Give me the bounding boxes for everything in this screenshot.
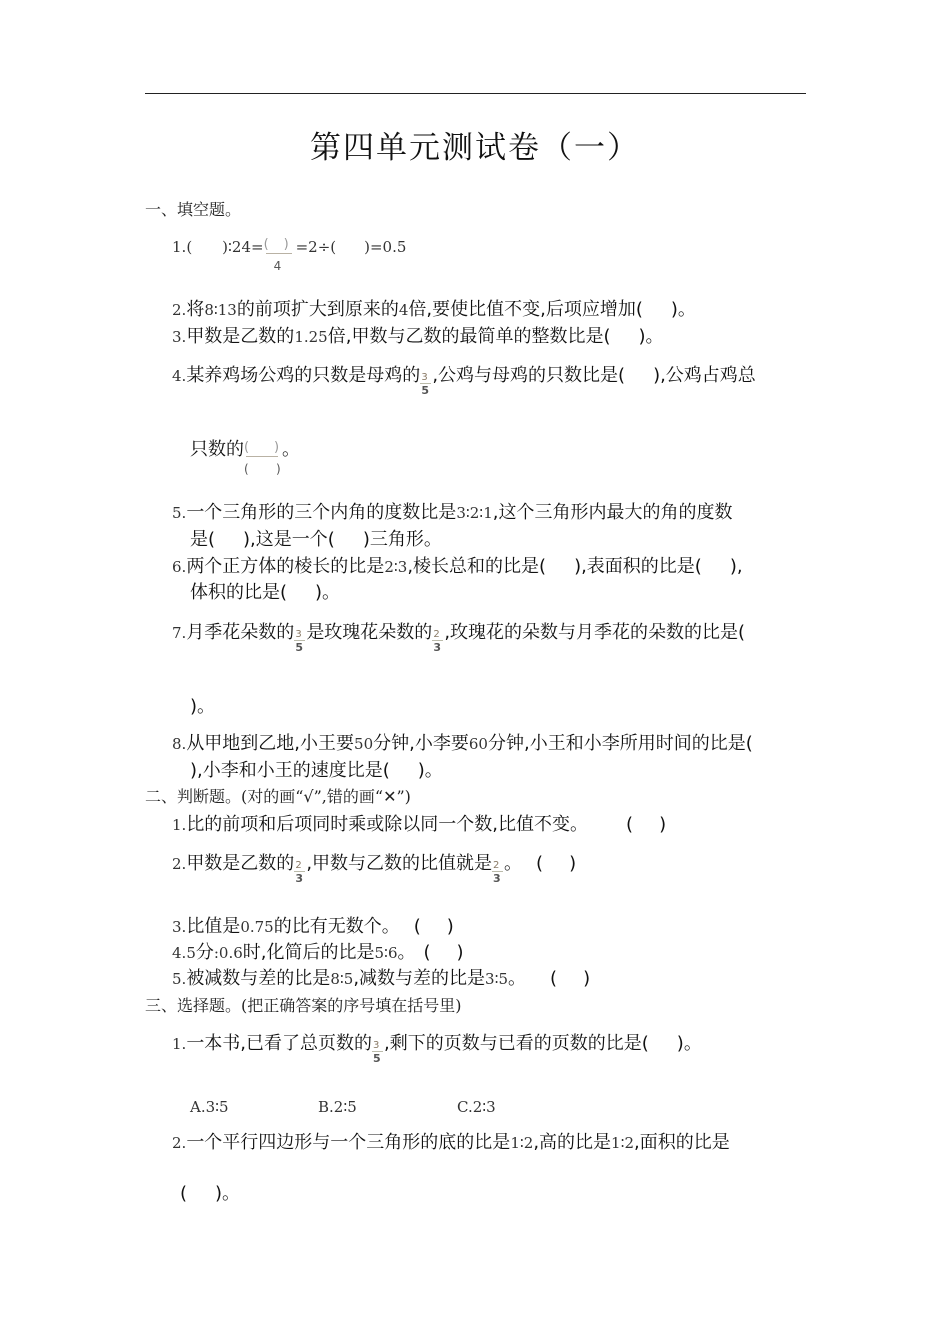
fraction-3-5: $\frac{3}{5}$ (294, 622, 306, 644)
fraction-2-3: $\frac{2}{3}$ (432, 622, 444, 644)
question-1-5-line2: 是( ),这是一个( )三角形。 (190, 529, 442, 550)
fraction-3-5: $\frac{3}{5}$ (372, 1033, 384, 1055)
fraction-3-5: $\frac{3}{5}$ (420, 365, 432, 387)
question-1-7-line2: )。 (190, 696, 216, 717)
section-1-heading: 一、填空题。 (145, 200, 242, 219)
question-2-3: 3.比值是0.75的比有无数个。 ( ) (172, 916, 454, 937)
page-title: 第四单元测试卷（一） (310, 130, 640, 166)
question-1-6-line2: 体积的比是( )。 (190, 582, 341, 603)
question-2-1: 1.比的前项和后项同时乘或除以同一个数,比值不变。 ( ) (172, 814, 667, 835)
question-2-5: 5.被减数与差的比是8∶5,减数与差的比是3∶5。 ( ) (172, 968, 591, 989)
question-2-4: 4.5分:0.6时,化简后的比是5∶6。 ( ) (172, 942, 464, 963)
question-1-6: 6.两个正方体的棱长的比是2∶3,棱长总和的比是( ),表面积的比是( ), (172, 556, 743, 577)
fraction-2-3: $\frac{2}{3}$ (294, 853, 306, 875)
question-3-2-line2: ( )。 (180, 1183, 241, 1204)
question-1-7: 7.月季花朵数的 $\frac{3}{5}$ 是玫瑰花朵数的 $\frac{2}{3}$ ,玫瑰花的朵数与月季花的朵数的比是( (172, 622, 746, 654)
section-2-heading: 二、判断题。(对的画“√”,错的画“✕”) (145, 787, 411, 806)
question-number: 1. (172, 238, 187, 256)
question-1-2: 2.将8∶13的前项扩大到原来的4倍,要使比值不变,后项应增加( )。 (172, 299, 696, 320)
question-2-2: 2.甲数是乙数的 $\frac{2}{3}$ ,甲数与乙数的比值就是 $\frac{2}{3}$ 。 ( ) (172, 853, 577, 885)
section-3-heading: 三、选择题。(把正确答案的序号填在括号里) (145, 996, 462, 1015)
question-1-3: 3.甲数是乙数的1.25倍,甲数与乙数的最简单的整数比是( )。 (172, 326, 664, 347)
question-3-1: 1.一本书,已看了总页数的 $\frac{3}{5}$ ,剩下的页数与已看的页数的比是( )。 (172, 1033, 702, 1065)
question-1-4: 4.某养鸡场公鸡的只数是母鸡的 $\frac{3}{5}$ ,公鸡与母鸡的只数比是( ),公鸡占鸡总 (172, 365, 756, 397)
question-1-4-line2: 只数的 ( ) ( ) 。 (190, 439, 300, 476)
fraction-blank[interactable]: ( ) ( ) (244, 440, 281, 476)
question-1-8-line2: ),小李和小王的速度比是( )。 (190, 760, 443, 781)
option-a[interactable]: A.3∶5 (190, 1098, 229, 1116)
option-b[interactable]: B.2∶5 (318, 1098, 357, 1116)
fraction-blank[interactable]: ( ) 4 (264, 236, 296, 258)
question-1-8: 8.从甲地到乙地,小王要50分钟,小李要60分钟,小王和小李所用时间的比是( (172, 733, 753, 754)
header-rule (145, 93, 806, 94)
question-1-1: 1.( )∶24= ( ) 4 =2÷( )=0.5 (172, 237, 407, 273)
question-3-2: 2.一个平行四边形与一个三角形的底的比是1∶2,高的比是1∶2,面积的比是 (172, 1132, 730, 1153)
option-c[interactable]: C.2∶3 (457, 1098, 496, 1116)
question-1-5: 5.一个三角形的三个内角的度数比是3∶2∶1,这个三角形内最大的角的度数 (172, 502, 733, 523)
fraction-2-3: $\frac{2}{3}$ (492, 853, 504, 875)
